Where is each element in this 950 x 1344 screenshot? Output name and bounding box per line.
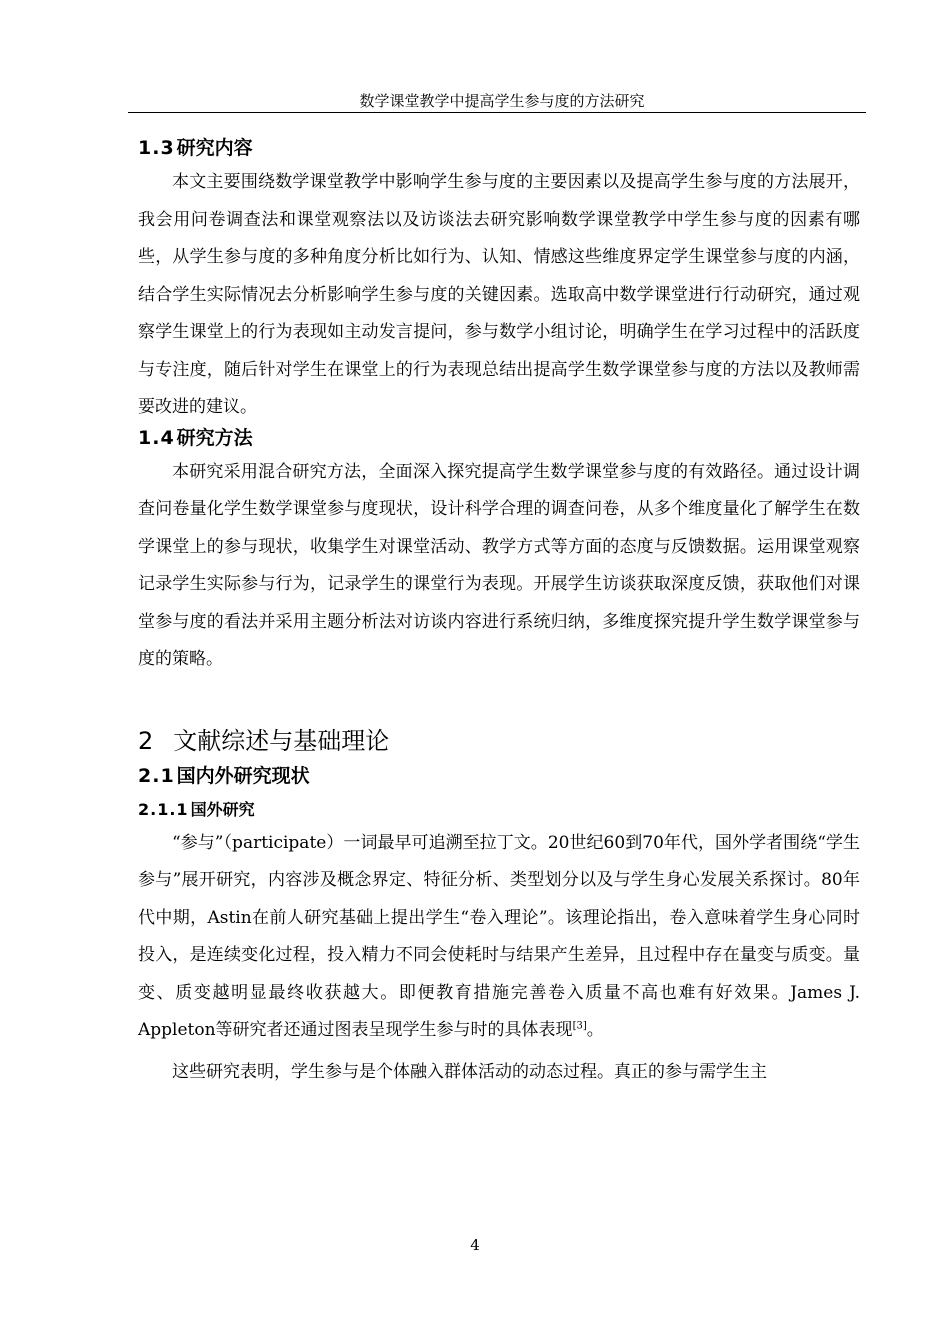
page-content xyxy=(138,136,860,1091)
section-number: 1.3 xyxy=(138,137,175,159)
paragraph-research-content: 本文主要围绕数学课堂教学中影响学生参与度的主要因素以及提高学生参与度的方法展开，我会用问卷调查法和课堂观察法以及访谈法去研究影响数学课堂教学中学生参与度的因素有哪些，从学生参与度的多种角度分析比如行为、认知、情感这些维度界定学生课堂参与度的内涵，结合学生实际情况去分析影响学生参与度的关键因素。选取高中数学课堂进行行动研究，通过观察学生课堂上的行为表现如主动发言提问，参与数学小组讨论，明确学生在学习过程中的活跃度与专注度，随后针对学生在课堂上的行为表现总结出提高学生数学课堂参与度的方法以及教师需要改进的建议。 xyxy=(138,172,860,417)
section-title: 研究内容 xyxy=(176,137,253,159)
paragraph-foreign-research xyxy=(138,825,860,1050)
paragraph-research-methods: 本研究采用混合研究方法，全面深入探究提高学生数学课堂参与度的有效路径。通过设计调查问卷量化学生数学课堂参与度现状，设计科学合理的调查问卷，从多个维度量化了解学生在数学课堂上的参与现状，收集学生对课堂活动、教学方式等方面的态度与反馈数据。运用课堂观察记录学生实际参与行为，记录学生的课堂行为表现。开展学生访谈获取深度反馈，获取他们对课堂参与度的看法并采用主题分析法对访谈内容进行系统归纳，多维度探究提升学生数学课堂参与度的策略。 xyxy=(138,461,860,669)
section-number: 2.1 xyxy=(138,764,175,787)
citation-reference: [3] xyxy=(572,1020,587,1032)
section-title: 国内外研究现状 xyxy=(176,764,310,787)
section-heading-1-4 xyxy=(138,426,860,450)
section-number: 1.4 xyxy=(138,426,175,449)
paragraph-end-punctuation: 。 xyxy=(586,1020,604,1040)
subsection-number: 2.1.1 xyxy=(138,799,189,819)
page-number: 4 xyxy=(470,1236,480,1254)
section-heading-1-3 xyxy=(138,136,860,160)
header-rule xyxy=(128,112,866,113)
chapter-number: 2 xyxy=(138,726,154,755)
chapter-heading-2 xyxy=(138,725,860,757)
subsection-heading-2-1-1 xyxy=(138,799,860,821)
paragraph-research-summary: 这些研究表明，学生参与是个体融入群体活动的动态过程。真正的参与需学生主 xyxy=(172,1061,767,1082)
section-title: 研究方法 xyxy=(176,426,253,449)
subsection-title: 国外研究 xyxy=(190,799,255,819)
paragraph-text: “参与”（participate）一词最早可追溯至拉丁文。20世纪60到70年代，国外学者围绕“学生参与”展开研究，内容涉及概念界定、特征分析、类型划分以及与学生身心发展关系探讨。80年代中期，Astin在前人研究基础上提出学生“卷入理论”。该理论指出，卷入意味着学生身心同时投入，是连续变化过程，投入精力不同会使耗时与结果产生差异，且过程中存在量变与质变。量变、质变越明显最终收获越大。即便教育措施完善卷入质量不高也难有好效果。James J. Appleton等研究者还通过图表呈现学生参与时的具体表现 xyxy=(138,832,860,1040)
chapter-title: 文献综述与基础理论 xyxy=(173,726,390,755)
running-header: 数学课堂教学中提高学生参与度的方法研究 xyxy=(359,92,645,110)
section-heading-2-1 xyxy=(138,764,860,788)
